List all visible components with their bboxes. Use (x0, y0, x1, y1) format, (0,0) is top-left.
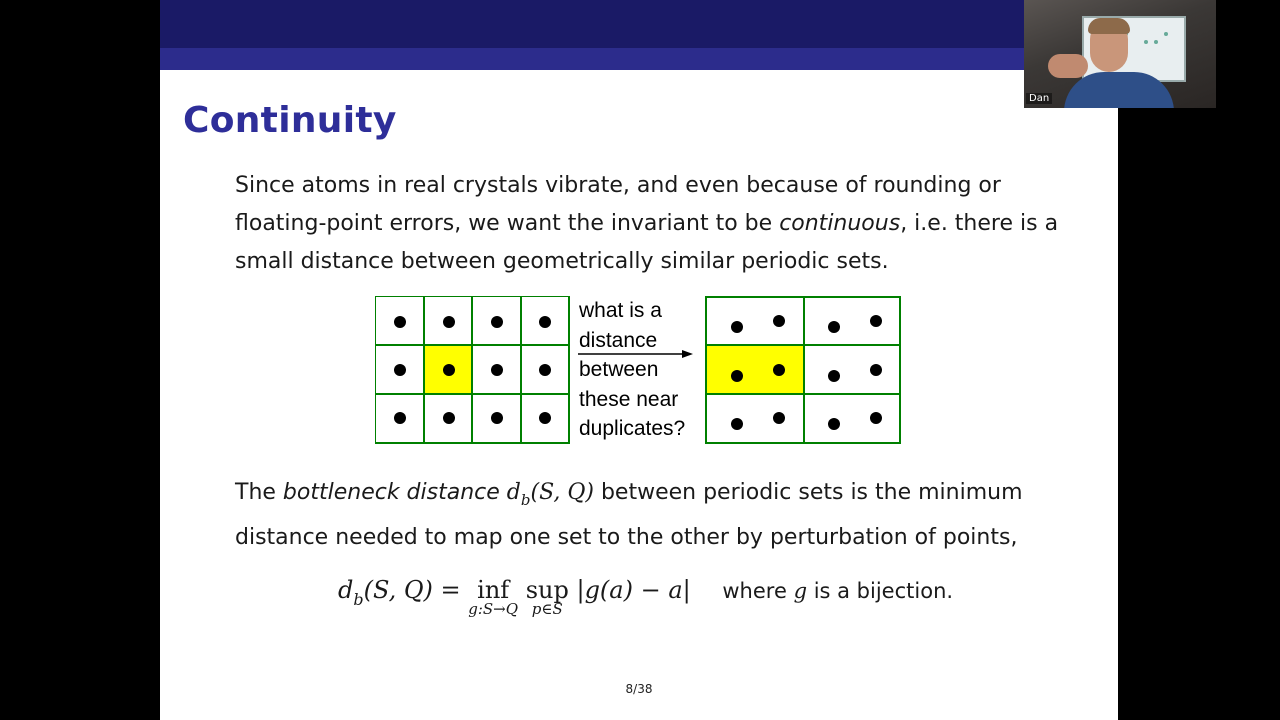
def-emphasis: bottleneck distance (282, 480, 500, 505)
intro-text-1: Since atoms in real crystals vibrate, and even because of rounding or floating-point errors, we want the invariant to be (235, 173, 1001, 236)
eq-inf (468, 576, 518, 618)
bottleneck-equation (338, 576, 953, 618)
highlight-cell-right (707, 346, 804, 394)
eq-sup-limit: p∈S (531, 600, 563, 618)
eq-body: |g(a) − a| (576, 576, 691, 604)
eq-where-2: is a bijection. (807, 579, 954, 603)
header-bar (160, 0, 1118, 48)
def-text-2: between periodic sets is the minimum distance needed to map one set to the other by perturbation of points, (235, 480, 1023, 550)
definition-paragraph (235, 474, 1065, 557)
figure-line: duplicates? (579, 417, 686, 440)
figure-line: between (579, 358, 659, 381)
figure-line: distance (579, 328, 658, 352)
webcam-name-label: Dan (1026, 93, 1052, 104)
eq-sub: b (353, 590, 364, 609)
periodic-sets-figure (375, 296, 905, 446)
eq-sup (526, 576, 569, 618)
figure-line: these near (579, 387, 679, 411)
def-d: d (506, 480, 521, 505)
slide-title: Continuity (183, 100, 397, 141)
eq-args: (S, Q) = (363, 576, 461, 604)
eq-inf-label: inf (477, 576, 510, 604)
def-sub: b (520, 491, 531, 509)
figure-question (579, 296, 685, 444)
eq-d: d (338, 576, 354, 604)
intro-paragraph (235, 167, 1065, 281)
def-text-1: The (235, 480, 283, 505)
intro-emphasis: continuous (779, 211, 901, 236)
intro-text-2: , i.e. there is a small distance between geometrically similar periodic sets. (235, 211, 1059, 274)
eq-where (722, 579, 953, 603)
eq-sup-label: sup (525, 576, 569, 604)
webcam-thumbnail[interactable] (1024, 0, 1216, 108)
page-number: 8/38 (625, 682, 653, 696)
eq-where-1: where (722, 579, 794, 603)
webcam-person-hand (1048, 54, 1088, 78)
figure-line: what is a (579, 299, 662, 322)
eq-inf-limit: g:S→Q (468, 600, 519, 618)
slide (160, 0, 1118, 720)
eq-where-g: g (793, 579, 808, 603)
def-args: (S, Q) (530, 480, 594, 505)
webcam-person-hair (1088, 18, 1130, 34)
header-subbar (160, 48, 1118, 70)
